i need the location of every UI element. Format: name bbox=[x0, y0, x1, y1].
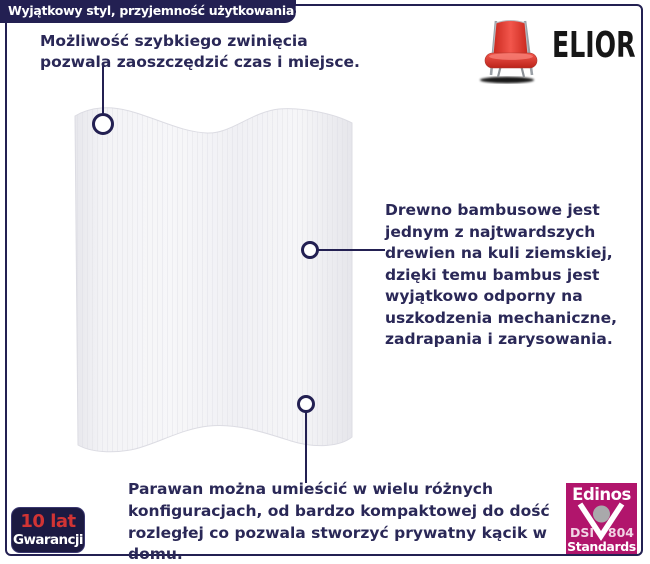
feature-text-bamboo-line: dzięki temu bambus jest bbox=[385, 265, 600, 284]
feature-text-configurations-line: domu. bbox=[128, 545, 183, 564]
warranty-badge bbox=[11, 507, 85, 553]
feature-text-rollup bbox=[40, 31, 360, 73]
feature-text-configurations-line: rozległej co pozwala stworzyć prywatny kącik w bbox=[128, 523, 547, 542]
callout-line-top bbox=[102, 66, 104, 114]
callout-line-bottom bbox=[305, 410, 307, 483]
edinos-standards-label: Standards bbox=[567, 539, 636, 554]
feature-text-bamboo bbox=[385, 200, 617, 351]
callout-marker-middle bbox=[301, 241, 319, 259]
edinos-cert-badge bbox=[566, 483, 637, 554]
feature-text-configurations-line: Parawan można umieścić w wielu różnych bbox=[128, 480, 494, 498]
edinos-code-right: 804 bbox=[607, 525, 634, 540]
edinos-brand-name: Edinos bbox=[572, 485, 631, 504]
callout-marker-bottom bbox=[297, 395, 315, 413]
edinos-code-left: DSI bbox=[570, 525, 595, 540]
brand-logo bbox=[476, 17, 641, 87]
feature-text-bamboo-line: drewien na kuli ziemskiej, bbox=[385, 244, 613, 262]
feature-text-rollup-line: Możliwość szybkiego zwinięcia bbox=[40, 32, 308, 50]
banner-text: Wyjątkowy styl, przyjemność użytkowania! bbox=[8, 3, 300, 18]
brand-name: ELIOR bbox=[552, 25, 636, 66]
feature-text-bamboo-line: Drewno bambusowe jest bbox=[385, 201, 600, 219]
top-banner bbox=[0, 0, 300, 23]
feature-text-configurations-line: konfiguracjach, od bardzo kompaktowej do dość bbox=[128, 501, 550, 520]
feature-text-bamboo-line: jednym z najtwardszych bbox=[385, 222, 596, 241]
feature-text-configurations bbox=[128, 479, 550, 564]
feature-text-bamboo-line: wyjątkowo odporny na bbox=[385, 287, 583, 305]
feature-text-bamboo-line: zadrapania i zarysowania. bbox=[385, 330, 613, 348]
chair-icon bbox=[476, 17, 546, 85]
feature-text-rollup-line: pozwala zaoszczędzić czas i miejsce. bbox=[40, 53, 360, 71]
feature-text-bamboo-line: uszkodzenia mechaniczne, bbox=[385, 308, 617, 327]
callout-line-middle bbox=[315, 249, 385, 251]
callout-marker-top bbox=[92, 113, 114, 135]
warranty-duration: 10 lat bbox=[20, 511, 76, 532]
warranty-label: Gwarancji bbox=[13, 532, 83, 548]
